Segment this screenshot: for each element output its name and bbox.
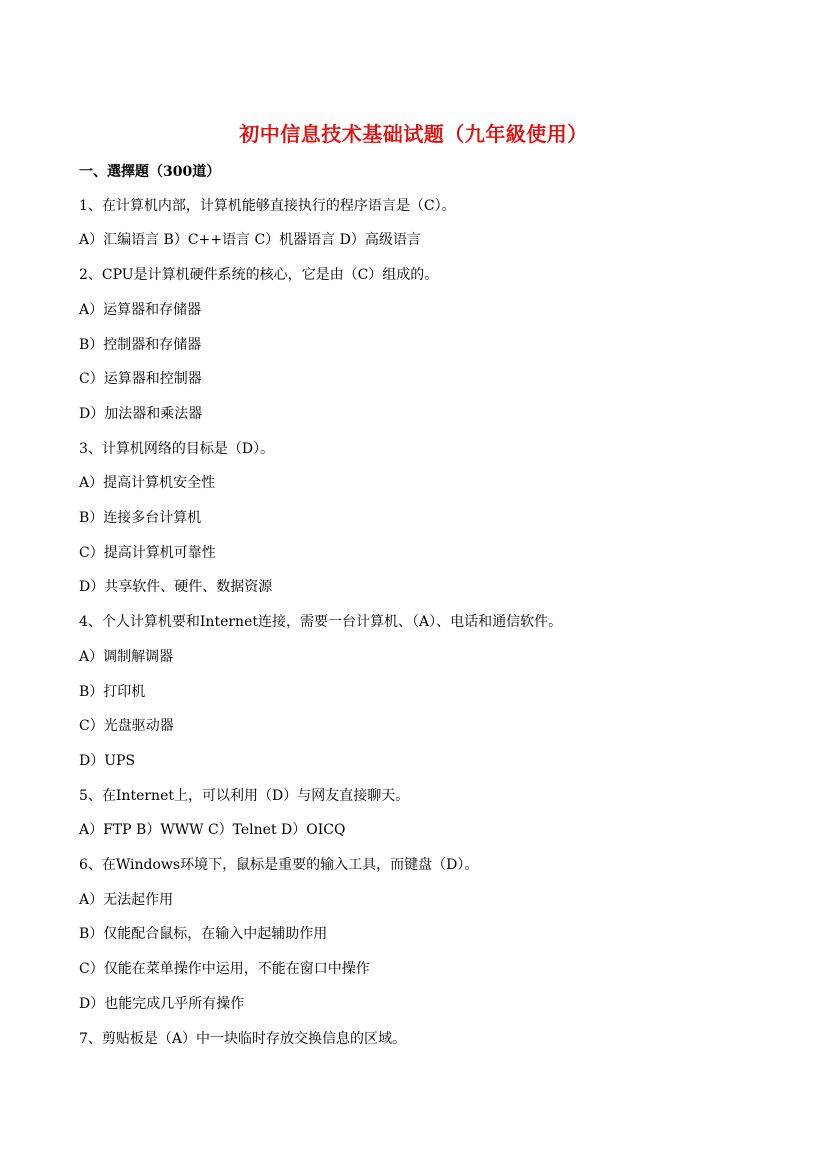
question-6-option-b: B）仅能配合鼠标，在输入中起辅助作用 (79, 926, 328, 942)
question-4-option-a: A）调制解调器 (79, 649, 174, 665)
question-4-option-b: B）打印机 (79, 684, 146, 700)
question-2: 2、CPU是计算机硬件系统的核心，它是由（C）组成的。 (79, 267, 439, 283)
question-3-option-b: B）连接多台计算机 (79, 510, 202, 526)
question-7: 7、剪贴板是（A）中一块临时存放交换信息的区域。 (79, 1031, 407, 1047)
section-heading: 一、選擇題（300道） (79, 164, 221, 180)
question-4: 4、个人计算机要和Internet连接，需要一台计算机、（A）、电话和通信软件。 (79, 614, 563, 630)
question-3-option-c: C）提高计算机可靠性 (79, 545, 216, 561)
question-3-option-a: A）提高计算机安全性 (79, 475, 216, 491)
question-4-option-d: D）UPS (79, 753, 136, 769)
question-3: 3、计算机网络的目标是（D）。 (79, 441, 275, 457)
question-6-option-c: C）仅能在菜单操作中运用，不能在窗口中操作 (79, 961, 370, 977)
question-5: 5、在Internet上，可以利用（D）与网友直接聊天。 (79, 788, 410, 804)
question-1: 1、在计算机内部，计算机能够直接执行的程序语言是（C）。 (79, 198, 456, 214)
question-6-option-a: A）无法起作用 (79, 892, 174, 908)
question-3-option-d: D）共享软件、硬件、数据资源 (79, 579, 273, 595)
question-1-options: A）汇编语言 B）C++语言 C）机器语言 D）高级语言 (79, 232, 421, 248)
question-2-option-a: A）运算器和存储器 (79, 302, 202, 318)
question-5-options: A）FTP B）WWW C）Telnet D）OICQ (79, 822, 346, 838)
question-2-option-b: B）控制器和存储器 (79, 337, 202, 353)
question-4-option-c: C）光盘驱动器 (79, 718, 174, 734)
question-2-option-c: C）运算器和控制器 (79, 371, 202, 387)
document-title: 初中信息技术基础试题（九年級使用） (239, 122, 588, 146)
question-6: 6、在Windows环境下，鼠标是重要的输入工具，而键盘（D）。 (79, 857, 479, 873)
question-2-option-d: D）加法器和乘法器 (79, 406, 203, 422)
question-6-option-d: D）也能完成几乎所有操作 (79, 996, 245, 1012)
